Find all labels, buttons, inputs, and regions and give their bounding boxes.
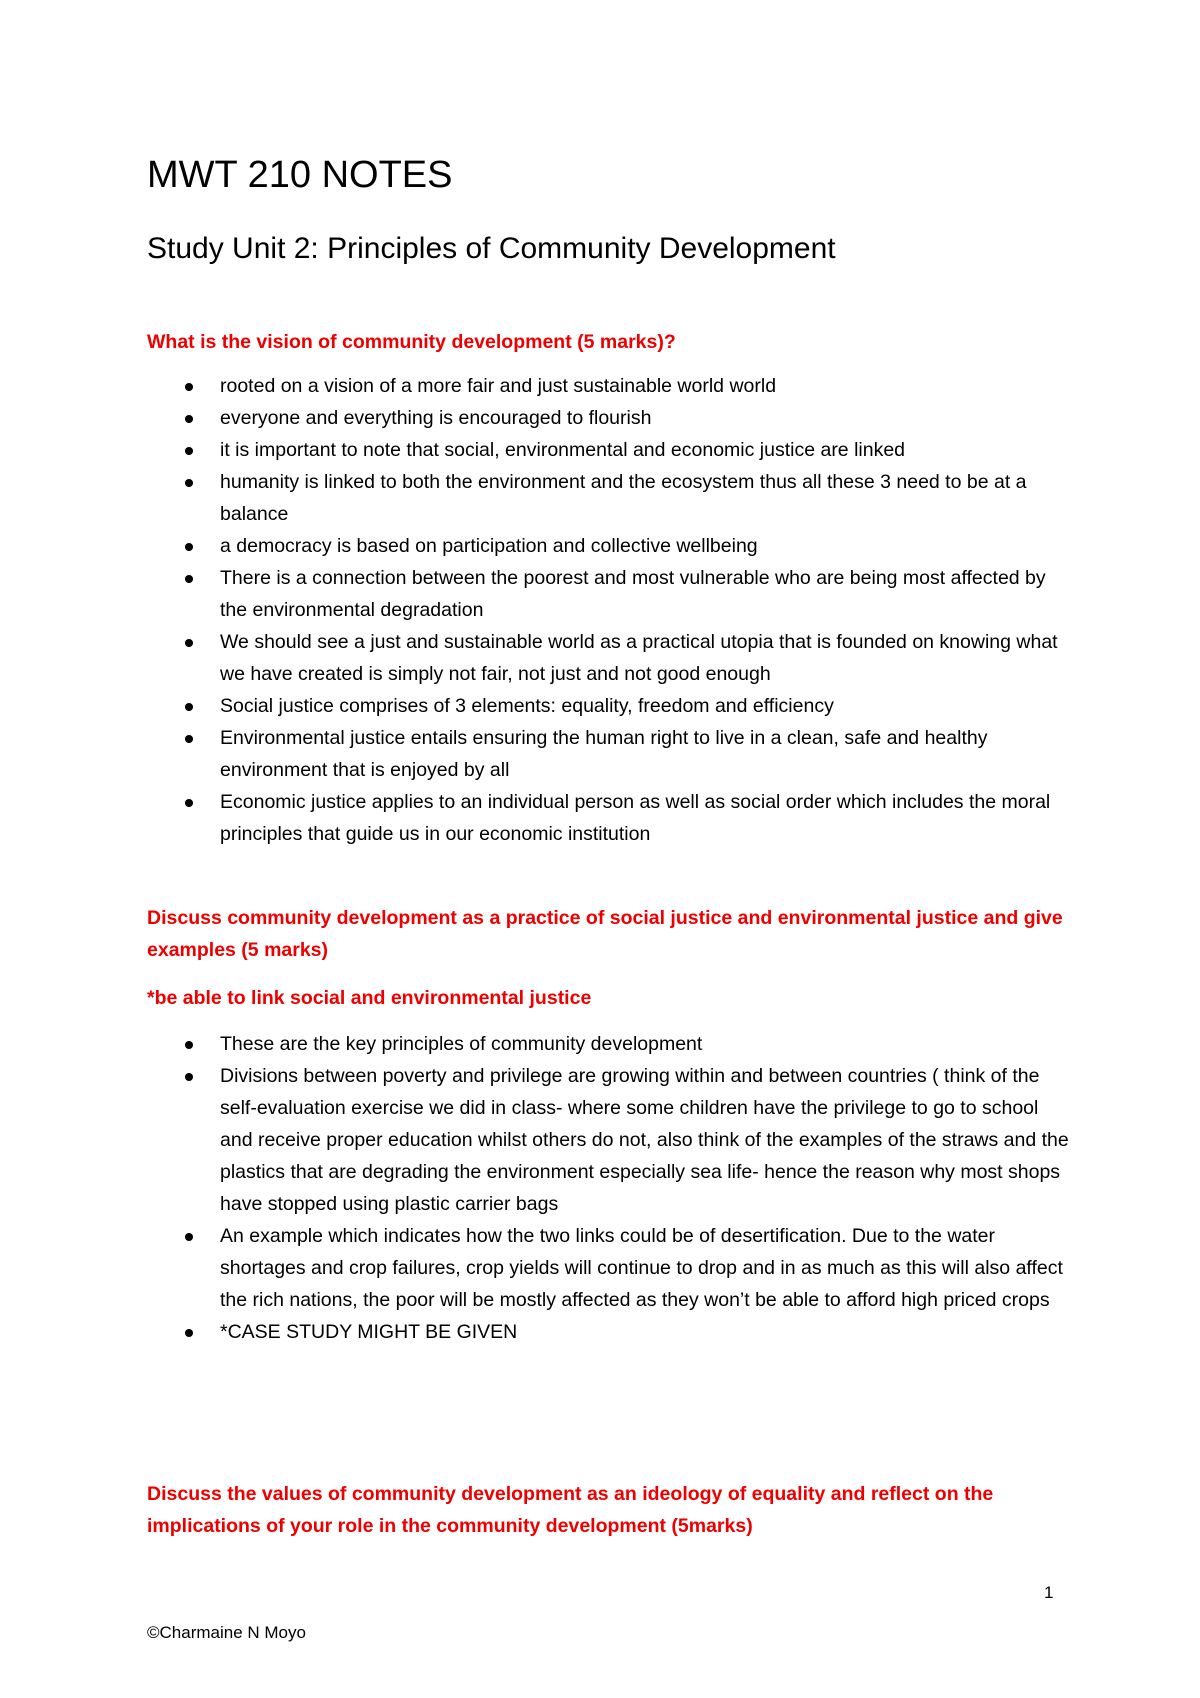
list-item: There is a connection between the poorest and most vulnerable who are being most affected by the environmental degradation [0, 562, 1070, 626]
list-item: Divisions between poverty and privilege are growing within and between countries ( think of the self-evaluation exercise we did in class- where some children have the privilege to go to school and receive proper education whilst others do not, also think of the examples of the straws and the plastics that are degrading the environment especially sea life- hence the reason why most shops have stopped using plastic carrier bags [0, 1060, 1070, 1220]
bullet-icon [185, 575, 193, 583]
page-number: 1 [1044, 1583, 1054, 1602]
bullet-icon [185, 543, 193, 551]
vision-bullet-list [0, 370, 1080, 850]
list-item: Environmental justice entails ensuring the human right to live in a clean, safe and healthy environment that is enjoyed by all [0, 722, 1070, 786]
list-item: it is important to note that social, environmental and economic justice are linked [0, 434, 1070, 466]
question-note: *be able to link social and environmental justice [147, 987, 592, 1009]
list-item: everyone and everything is encouraged to flourish [0, 402, 1070, 434]
list-item: Social justice comprises of 3 elements: equality, freedom and efficiency [0, 690, 1070, 722]
list-item: a democracy is based on participation and collective wellbeing [0, 530, 1070, 562]
list-item: These are the key principles of community development [0, 1028, 1070, 1060]
copyright-footer: ©Charmaine N Moyo [147, 1623, 306, 1642]
list-item: Economic justice applies to an individual person as well as social order which includes the moral principles that guide us in our economic institution [0, 786, 1070, 850]
bullet-icon [185, 479, 193, 487]
justice-bullet-list [0, 1028, 1080, 1348]
list-item: rooted on a vision of a more fair and just sustainable world world [0, 370, 1070, 402]
bullet-icon [185, 703, 193, 711]
question-heading-vision: What is the vision of community development (5 marks)? [147, 331, 676, 353]
document-title: MWT 210 NOTES [147, 154, 453, 196]
bullet-icon [185, 1041, 193, 1049]
list-item: An example which indicates how the two links could be of desertification. Due to the water shortages and crop failures, crop yields will continue to drop and in as much as this will also affect the rich nations, the poor will be mostly affected as they won’t be able to afford high priced crops [0, 1220, 1070, 1316]
bullet-icon [185, 735, 193, 743]
bullet-icon [185, 1329, 193, 1337]
bullet-icon [185, 799, 193, 807]
bullet-icon [185, 383, 193, 391]
question-heading-justice: Discuss community development as a practice of social justice and environmental justice and give examples (5 marks) [147, 907, 1063, 961]
document-subtitle: Study Unit 2: Principles of Community Development [147, 232, 836, 265]
bullet-icon [185, 415, 193, 423]
bullet-icon [185, 1233, 193, 1241]
bullet-icon [185, 447, 193, 455]
list-item: humanity is linked to both the environment and the ecosystem thus all these 3 need to be at a balance [0, 466, 1070, 530]
list-item: We should see a just and sustainable world as a practical utopia that is founded on knowing what we have created is simply not fair, not just and not good enough [0, 626, 1070, 690]
bullet-icon [185, 639, 193, 647]
question-heading-values: Discuss the values of community development as an ideology of equality and reflect on the implications of your role in the community development (5marks) [147, 1483, 994, 1537]
bullet-icon [185, 1073, 193, 1081]
list-item: *CASE STUDY MIGHT BE GIVEN [0, 1316, 1070, 1348]
